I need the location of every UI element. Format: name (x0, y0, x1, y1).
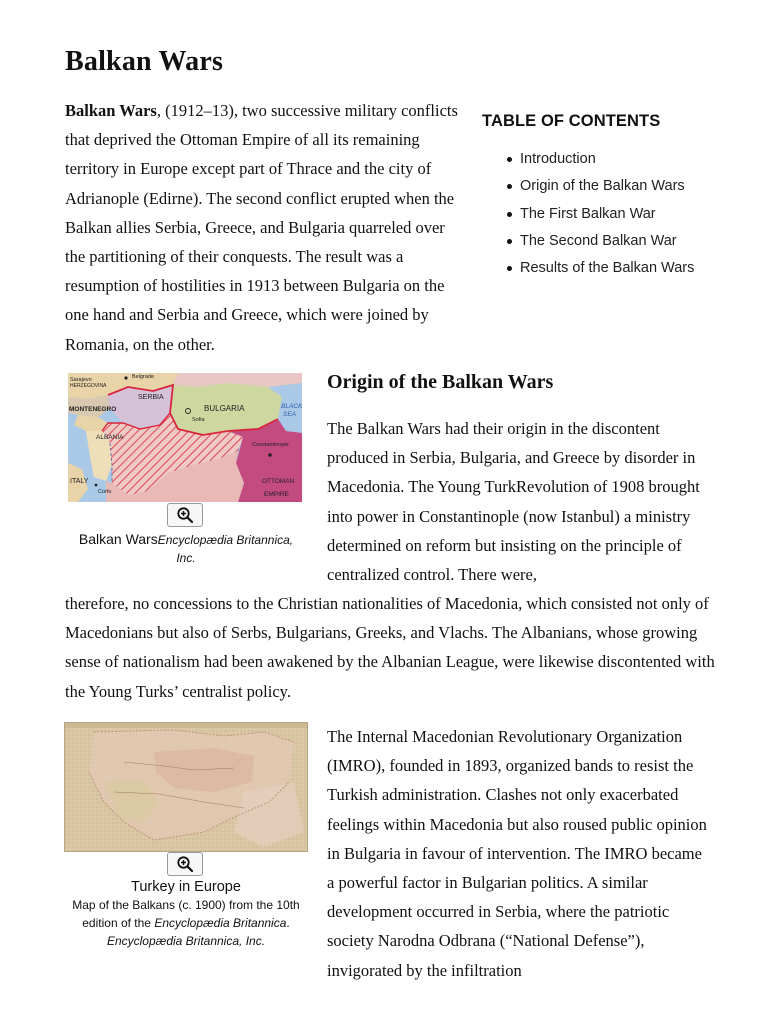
map-label-montenegro: MONTENEGRO (69, 406, 117, 413)
map-label-empire: EMPIRE (264, 491, 289, 498)
zoom-image-button[interactable] (167, 503, 203, 527)
intro-text: , (1912–13), two successive military conflicts that deprived the Ottoman Empire of all its remaining territory in Europe except part of Thrace and the city of Adrianople (Edirne). The second conflict erupted when the Balkan allies Serbia, Greece, and Bulgaria quarreled over the partitioning of their conquests. The result was a resumption of hostilities in 1913 between Bulgaria on the one hand and Serbia and Greece, which were joined by Romania, on the other. (65, 101, 458, 354)
map-label-belgrade: Belgrade (132, 374, 155, 380)
caption-credit-2: Encyclopædia Britannica, Inc. (106, 934, 266, 948)
caption-credit: Encyclopædia Britannica, (157, 533, 294, 547)
map-label-italy: ITALY (70, 478, 89, 485)
toc-list (482, 149, 742, 285)
toc-item-introduction[interactable]: Introduction (482, 149, 742, 176)
intro-paragraph (65, 96, 465, 359)
balkan-wars-map-graphic (68, 373, 302, 502)
figure-caption-2 (64, 878, 308, 950)
table-of-contents (482, 112, 742, 285)
map-label-ottoman: OTTOMAN (262, 478, 295, 485)
map-label-sea: SEA (283, 411, 297, 418)
magnify-plus-icon (176, 855, 194, 873)
caption-period: . (286, 916, 290, 930)
balkan-wars-map[interactable] (68, 373, 302, 502)
map-label-herzegovina: HERZEGOVINA (70, 383, 107, 389)
section-heading: Origin of the Balkan Wars (327, 371, 554, 393)
map-label-corfu: Corfu (98, 489, 112, 495)
toc-item-origin[interactable]: Origin of the Balkan Wars (482, 176, 742, 203)
toc-item-first-war[interactable]: The First Balkan War (482, 204, 742, 231)
toc-item-second-war[interactable]: The Second Balkan War (482, 231, 742, 258)
toc-item-results[interactable]: Results of the Balkan Wars (482, 258, 742, 285)
caption-title-2: Turkey in Europe (131, 879, 241, 895)
toc-heading: TABLE OF CONTENTS (482, 112, 661, 130)
map-label-constantinople: Constantinople (252, 442, 289, 448)
caption-title: Balkan Wars (78, 531, 158, 547)
intro-term: Balkan Wars (65, 101, 157, 120)
zoom-image-button-2[interactable] (167, 852, 203, 876)
map-label-black: BLACK (281, 403, 302, 410)
caption-description: Map of the Balkans (c. 1900) from the 10th edition of the (72, 898, 300, 930)
map-label-sarajevo: Sarajevo (70, 377, 92, 383)
map-label-sofia: Sofia (192, 417, 205, 423)
map-label-serbia: SERBIA (138, 394, 164, 401)
magnify-plus-icon (176, 506, 194, 524)
map-label-albania: ALBANIA (96, 434, 124, 441)
caption-credit-line2: Inc. (176, 551, 196, 565)
imro-paragraph: The Internal Macedonian Revolutionary Organization (IMRO), founded in 1893, organized bands to resist the Turkish administration. Clashes not only exacerbated feelings within Macedonia but also roused public opinion in Bulgaria in favour of intervention. The IMRO became a powerful factor in Bulgarian politics. A similar development occurred in Serbia, where the patriotic society Narodna Odbrana (“National Defense”), invigorated by the infiltration (327, 727, 707, 980)
page-title: Balkan Wars (65, 46, 224, 77)
turkey-in-europe-map-graphic (64, 722, 308, 852)
origin-paragraph-1: The Balkan Wars had their origin in the discontent produced in Serbia, Bulgaria, and Greece by disorder in Macedonia. The Young TurkRevolution of 1908 brought into power in Constantinople (now Istanbul) a ministry determined on reform but insisting on the principle of centralized control. There were, (327, 419, 700, 585)
caption-source-italic: Encyclopædia Britannica (154, 916, 287, 930)
origin-paragraph-1-continued: therefore, no concessions to the Christian nationalities of Macedonia, which consisted not only of Macedonians but also of Serbs, Bulgarians, Greeks, and Vlachs. The Albanians, whose growing sense of nationalism had been awakened by the Albanian League, were likewise discontented with the Young Turks’ centralist policy. (65, 594, 715, 701)
figure-caption (66, 530, 306, 567)
turkey-in-europe-map[interactable] (64, 722, 308, 852)
map-label-bulgaria: BULGARIA (204, 404, 245, 413)
